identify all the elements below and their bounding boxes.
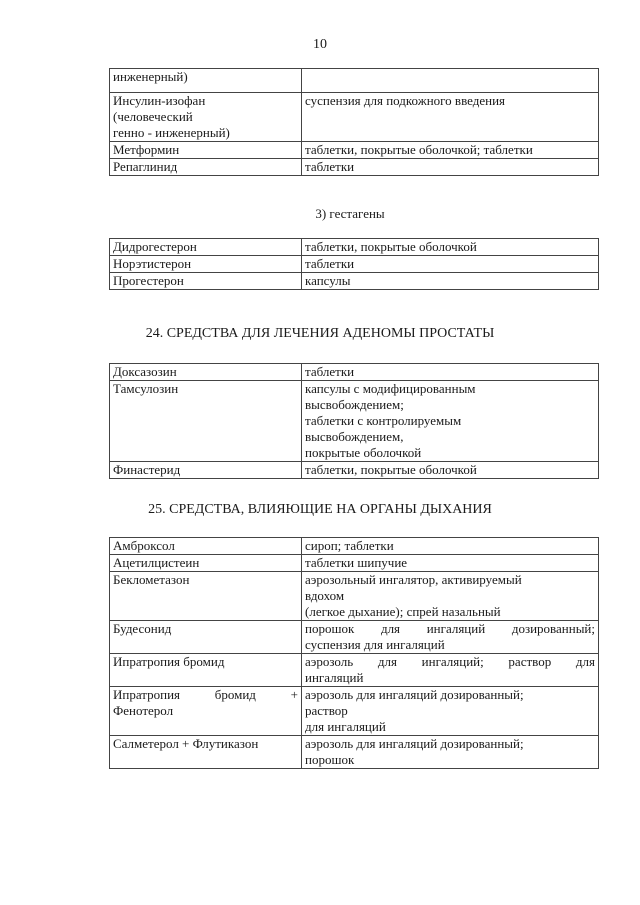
drug-name-cell: Дидрогестерон (110, 239, 302, 256)
drug-name-cell: Салметерол + Флутиказон (110, 736, 302, 769)
drug-form-cell: сироп; таблетки (302, 538, 599, 555)
drug-name-cell: инженерный) (110, 69, 302, 93)
table-row (110, 142, 599, 159)
table-row (110, 572, 599, 621)
table-row (110, 69, 599, 93)
drug-form-cell: таблетки, покрытые оболочкой (302, 239, 599, 256)
drug-form-cell: таблетки (302, 159, 599, 176)
table-row (110, 256, 599, 273)
drug-form-cell: порошок для ингаляций дозированный; суспензия для ингаляций (302, 621, 599, 654)
drug-name-cell: Прогестерон (110, 273, 302, 290)
drug-form-cell: аэрозоль для ингаляций; раствор для ингаляций (302, 654, 599, 687)
drug-form-cell: аэрозольный ингалятор, активируемый вдохом (легкое дыхание); спрей назальный (302, 572, 599, 621)
drug-table-prostate (109, 363, 599, 479)
table-row (110, 538, 599, 555)
table-row (110, 239, 599, 256)
drug-name-cell: Амброксол (110, 538, 302, 555)
drug-form-cell: капсулы с модифицированным высвобождением; таблетки с контролируемым высвобождением, покрытые оболочкой (302, 381, 599, 462)
drug-form-cell: таблетки, покрытые оболочкой; таблетки (302, 142, 599, 159)
table-row (110, 159, 599, 176)
section-heading-25: 25. СРЕДСТВА, ВЛИЯЮЩИЕ НА ОРГАНЫ ДЫХАНИЯ (148, 502, 492, 517)
drug-name-cell: Доксазозин (110, 364, 302, 381)
section-subheading-gestagens: 3) гестагены (315, 206, 385, 221)
drug-form-cell: аэрозоль для ингаляций дозированный; порошок (302, 736, 599, 769)
table-row (110, 687, 599, 736)
drug-name-cell: Финастерид (110, 462, 302, 479)
table-row (110, 364, 599, 381)
drug-form-cell: капсулы (302, 273, 599, 290)
drug-form-cell: суспензия для подкожного введения (302, 93, 599, 142)
table-row (110, 381, 599, 462)
drug-table-respiratory (109, 537, 599, 769)
drug-name-cell: Ипратропия бромид + Фенотерол (110, 687, 302, 736)
table-row (110, 93, 599, 142)
drug-name-cell: Ипратропия бромид (110, 654, 302, 687)
section-heading-24: 24. СРЕДСТВА ДЛЯ ЛЕЧЕНИЯ АДЕНОМЫ ПРОСТАТЫ (145, 326, 495, 341)
drug-form-cell: таблетки (302, 256, 599, 273)
table-row (110, 273, 599, 290)
table-row (110, 736, 599, 769)
table-row (110, 555, 599, 572)
drug-name-cell: Ацетилцистеин (110, 555, 302, 572)
drug-form-cell (302, 69, 599, 93)
table-row (110, 462, 599, 479)
drug-table-insulin (109, 68, 599, 176)
drug-name-cell: Тамсулозин (110, 381, 302, 462)
drug-name-cell: Метформин (110, 142, 302, 159)
drug-name-cell: Репаглинид (110, 159, 302, 176)
table-row (110, 621, 599, 654)
drug-name-cell: Норэтистерон (110, 256, 302, 273)
drug-form-cell: таблетки, покрытые оболочкой (302, 462, 599, 479)
drug-name-cell: Будесонид (110, 621, 302, 654)
drug-name-cell: Беклометазон (110, 572, 302, 621)
drug-table-gestagens (109, 238, 599, 290)
page-number: 10 (313, 37, 327, 52)
drug-form-cell: таблетки (302, 364, 599, 381)
table-row (110, 654, 599, 687)
drug-form-cell: таблетки шипучие (302, 555, 599, 572)
drug-name-cell: Инсулин-изофан (человеческий генно - инженерный) (110, 93, 302, 142)
drug-form-cell: аэрозоль для ингаляций дозированный; раствор для ингаляций (302, 687, 599, 736)
